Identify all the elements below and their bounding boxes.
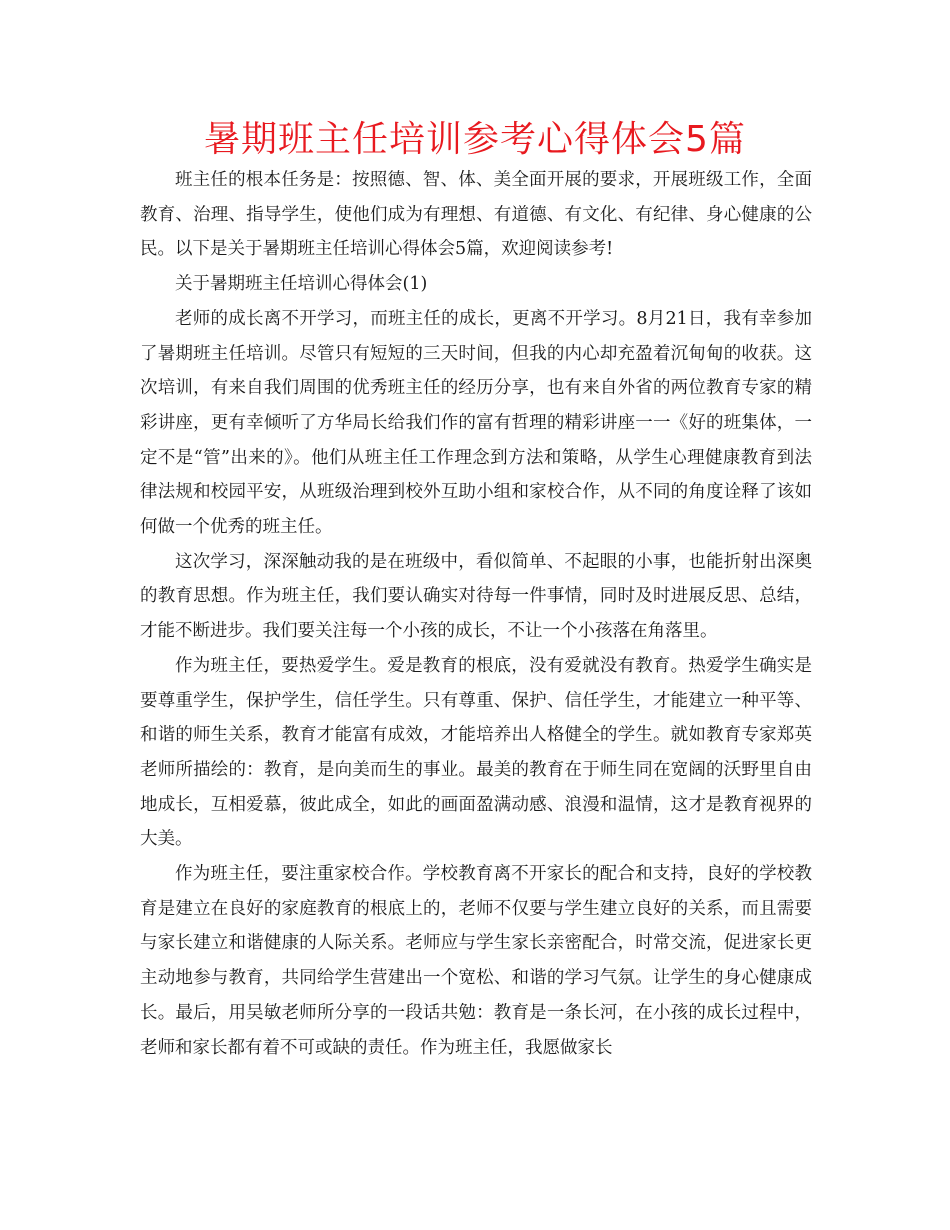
- body-paragraph: 老师的成长离不开学习，而班主任的成长，更离不开学习。8月21日，我有幸参加了暑期班主任培训。尽管只有短短的三天时间，但我的内心却充盈着沉甸甸的收获。这次培训，有来自我们周围的优秀班主任的经历分享，也有来自外省的两位教育专家的精彩讲座，更有幸倾听了方华局长给我们作的富有哲理的精彩讲座一一《好的班集体，一定不是“管”出来的》。他们从班主任工作理念到方法和策略，从学生心理健康教育到法律法规和校园平安，从班级治理到校外互助小组和家校合作，从不同的角度诠释了该如何做一个优秀的班主任。: [140, 308, 812, 538]
- body-paragraph: 这次学习，深深触动我的是在班级中，看似简单、不起眼的小事，也能折射出深奥的教育思想。作为班主任，我们要认确实对待每一件事情，同时及时进展反思、总结，才能不断进步。我们要关注每一个小孩的成长，不让一个小孩落在角落里。: [140, 551, 812, 642]
- section-heading: 关于暑期班主任培训心得体会(1): [175, 274, 428, 295]
- body-paragraph: 作为班主任，要热爱学生。爱是教育的根底，没有爱就没有教育。热爱学生确实是要尊重学生，保护学生，信任学生。只有尊重、保护、信任学生，才能建立一种平等、和谐的师生关系，教育才能富有成效，才能培养出人格健全的学生。就如教育专家郑英老师所描绘的：教育，是向美而生的事业。最美的教育在于师生同在宽阔的沃野里自由地成长，互相爱慕，彼此成全，如此的画面盈满动感、浪漫和温情，这才是教育视界的大美。: [140, 655, 812, 850]
- document-title: 暑期班主任培训参考心得体会5篇: [204, 119, 746, 160]
- document-body: [140, 163, 812, 1065]
- body-paragraph: 作为班主任，要注重家校合作。学校教育离不开家长的配合和支持，良好的学校教育是建立在良好的家庭教育的根底上的，老师不仅要与学生建立良好的关系，而且需要与家长建立和谐健康的人际关系。老师应与学生家长亲密配合，时常交流，促进家长更主动地参与教育，共同给学生营建出一个宽松、和谐的学习气氛。让学生的身心健康成长。最后，用吴敏老师所分享的一段话共勉：教育是一条长河，在小孩的成长过程中，老师和家长都有着不可或缺的责任。作为班主任，我愿做家长: [140, 864, 812, 1058]
- intro-paragraph: 班主任的根本任务是：按照德、智、体、美全面开展的要求，开展班级工作，全面教育、治理、指导学生，使他们成为有理想、有道德、有文化、有纪律、身心健康的公民。以下是关于暑期班主任培训心得体会5篇，欢迎阅读参考!: [140, 170, 812, 260]
